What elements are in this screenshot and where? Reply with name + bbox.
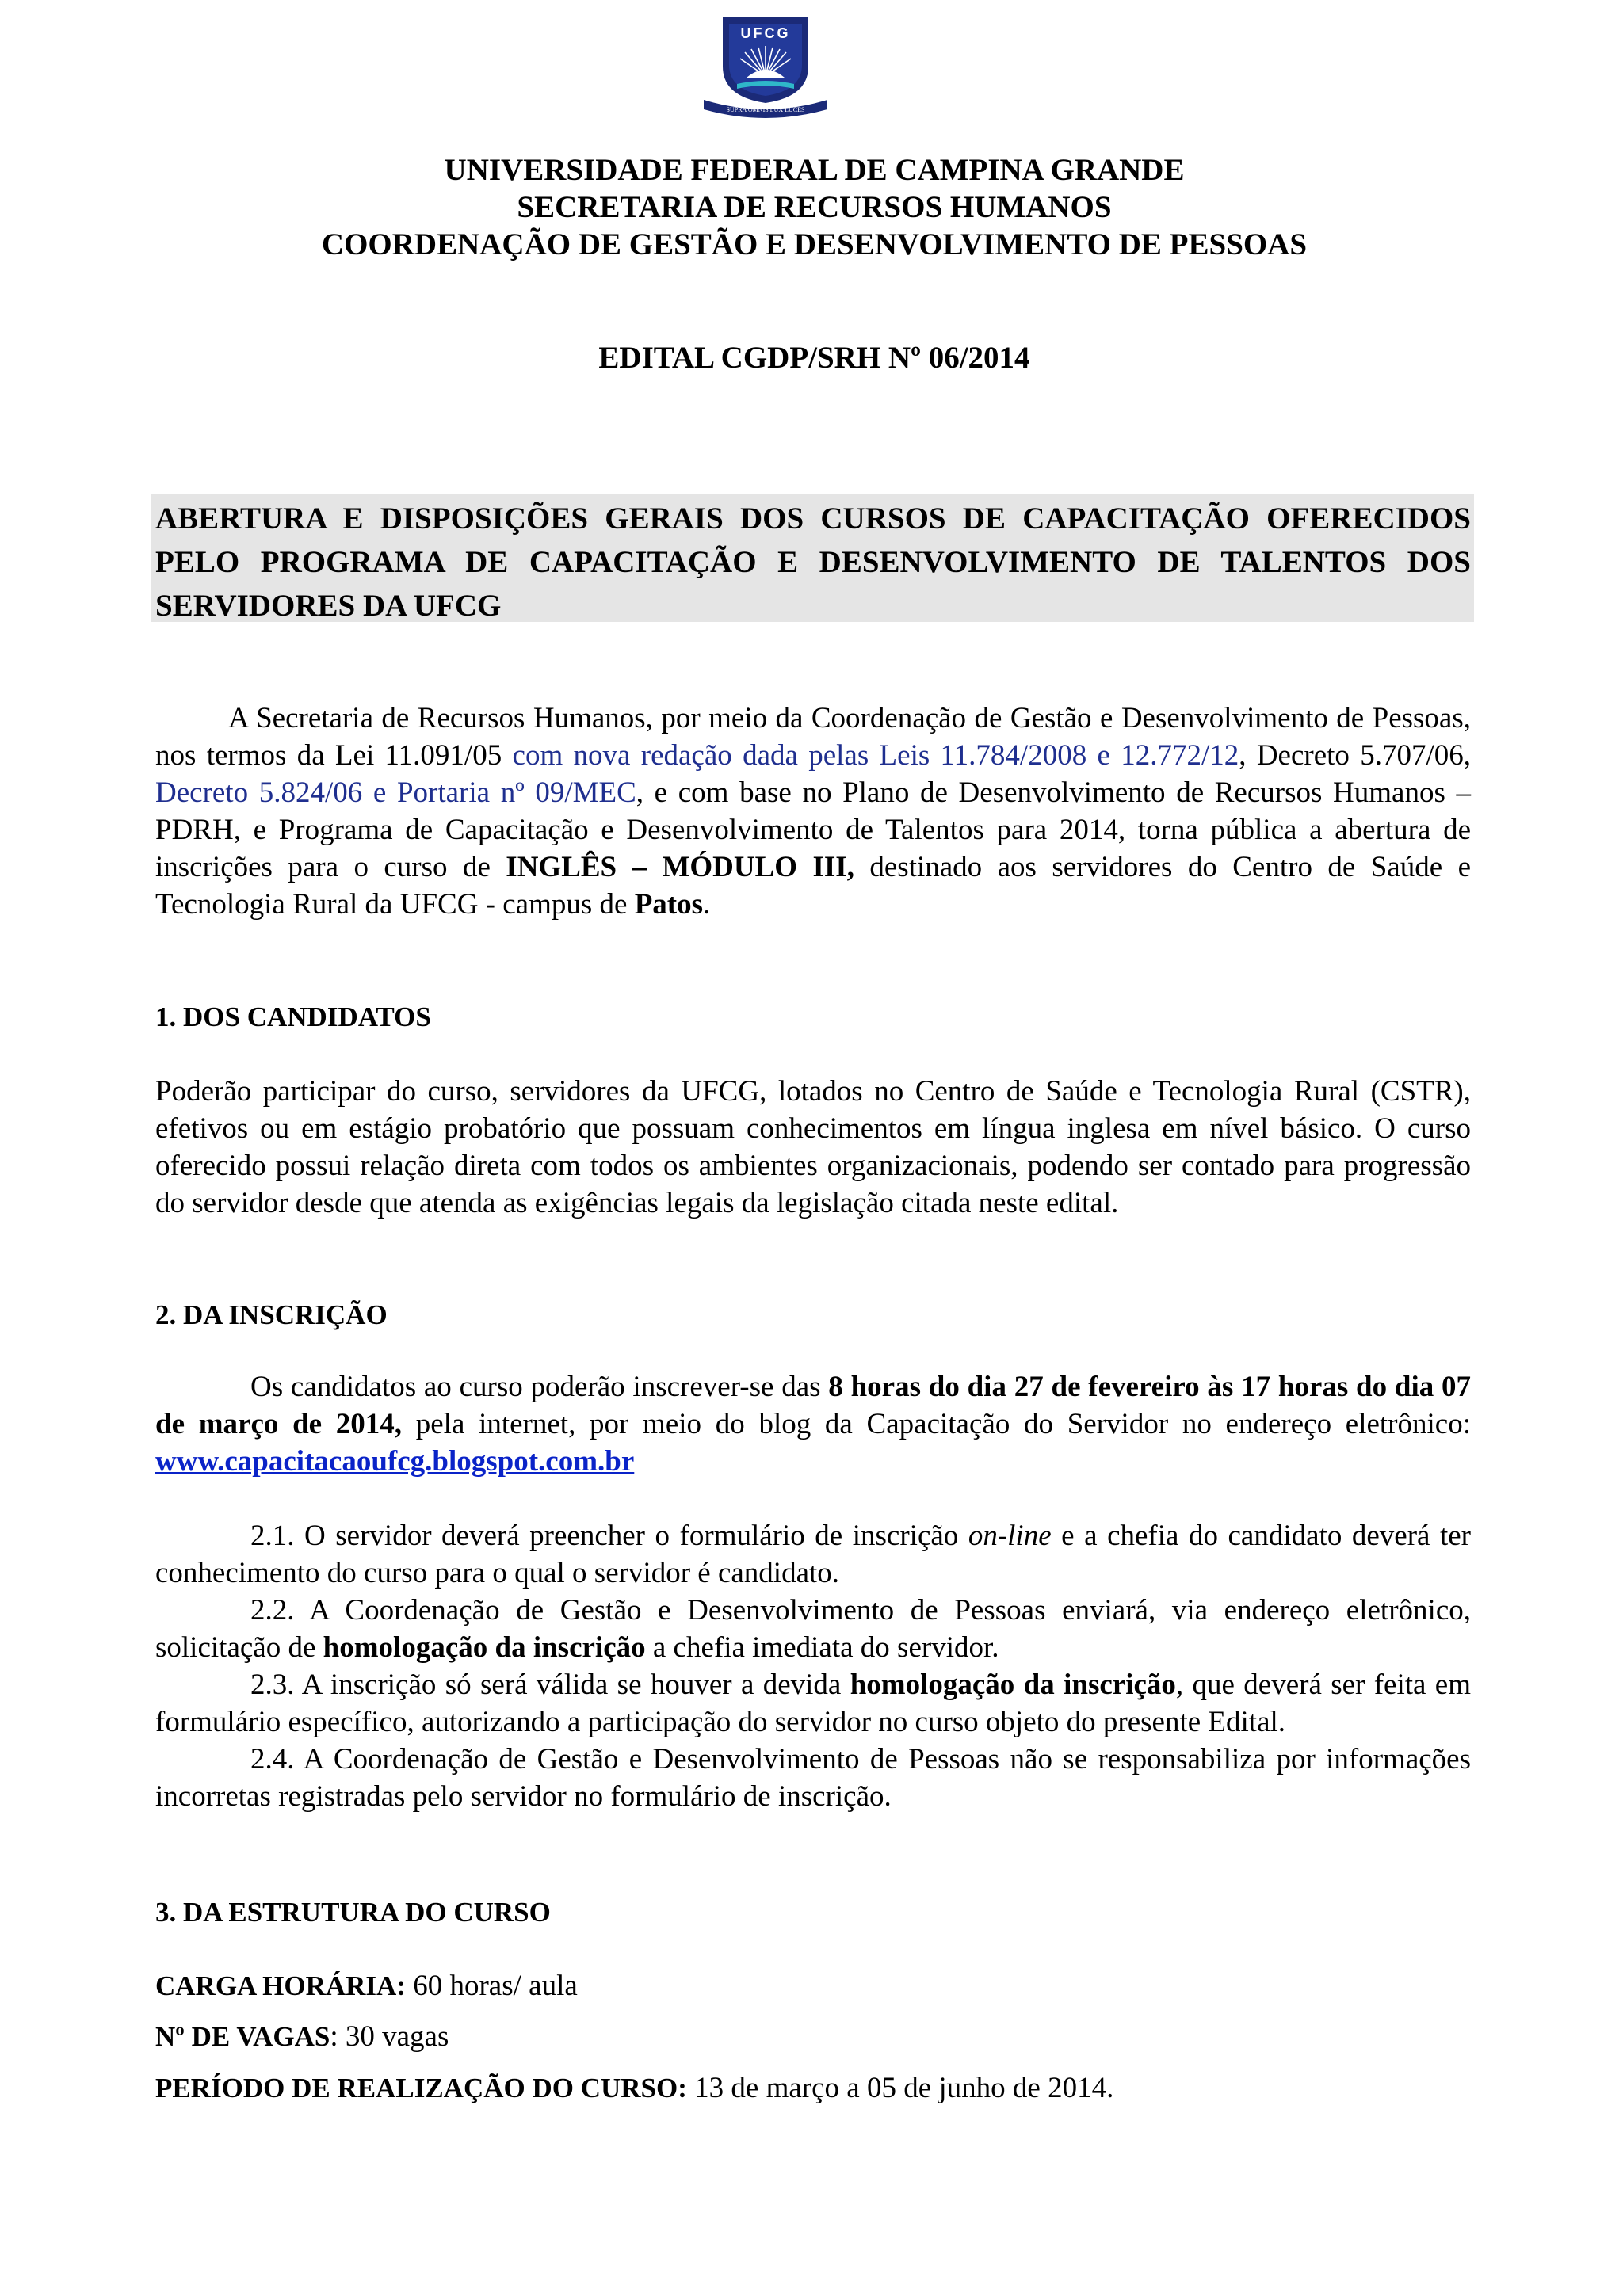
header-university: UNIVERSIDADE FEDERAL DE CAMPINA GRANDE xyxy=(444,153,1185,187)
edital-number: EDITAL CGDP/SRH Nº 06/2014 xyxy=(598,341,1030,375)
campus-name: Patos xyxy=(634,888,704,921)
item-2-3: 2.3. A inscrição só será válida se houver a devida homologação da inscrição, que deverá ser feita em formulário específico, autorizando a participação do servidor no curso objeto do presente Edital. xyxy=(155,1669,1472,1738)
blog-link[interactable]: www.capacitacaoufcg.blogspot.com.br xyxy=(155,1445,635,1478)
logo-motto: SUPRA OMNIS LUX LUCES xyxy=(726,106,805,113)
intro-paragraph xyxy=(155,700,1471,923)
document-title: ABERTURA E DISPOSIÇÕES GERAIS DOS CURSOS DE CAPACITAÇÃO OFERECIDOS PELO PROGRAMA DE CAPACITAÇÃO E DESENVOLVIMENTO DE TALENTOS DOS SERVIDORES DA UFCG xyxy=(155,502,1471,623)
intro-text-1: A Secretaria de Recursos Humanos, por meio da Coordenação de Gestão e Desenvolvimento de Pessoas, nos termos da Lei 11.091/05 xyxy=(155,702,1471,772)
inscricao-text-2: pela internet, por meio do blog da Capacitação do Servidor no endereço eletrônico: xyxy=(402,1408,1471,1440)
item-2-1: 2.1. O servidor deverá preencher o formulário de inscrição on-line e a chefia do candidato deverá ter conhecimento do curso para o qual o servidor é candidato. xyxy=(155,1520,1471,1589)
intro-text-2: , Decreto 5.707/06, xyxy=(1239,739,1471,772)
ufcg-logo xyxy=(697,14,834,119)
carga-horaria: CARGA HORÁRIA: 60 horas/ aula xyxy=(155,1970,578,2002)
intro-laws-ref: com nova redação dada pelas Leis 11.784/2008 e 12.772/12 xyxy=(512,739,1239,772)
course-name: INGLÊS – MÓDULO III, xyxy=(506,851,854,883)
section-1-title: 1. DOS CANDIDATOS xyxy=(155,1001,431,1032)
header-coordenacao: COORDENAÇÃO DE GESTÃO E DESENVOLVIMENTO DE PESSOAS xyxy=(321,227,1308,261)
section-1-paragraph: Poderão participar do curso, servidores da UFCG, lotados no Centro de Saúde e Tecnologia Rural (CSTR), efetivos ou em estágio probatório que possuam conhecimentos em língua inglesa em nível básico. O curso oferecido possui relação direta com todos os ambientes organizacionais, podendo ser contado para progressão do servidor desde que atenda as exigências legais da legislação citada neste edital. xyxy=(155,1075,1471,1219)
item-2-2: 2.2. A Coordenação de Gestão e Desenvolvimento de Pessoas enviará, via endereço eletrônico, solicitação de homologação da inscrição a chefia imediata do servidor. xyxy=(155,1594,1471,1664)
institution-header xyxy=(155,151,1474,263)
intro-decree-ref: Decreto 5.824/06 e Portaria nº 09/MEC xyxy=(155,776,636,809)
header-secretaria: SECRETARIA DE RECURSOS HUMANOS xyxy=(517,190,1112,224)
section-1-text xyxy=(155,1073,1471,1222)
section-2-intro xyxy=(155,1368,1471,1480)
section-2-items xyxy=(155,1517,1471,1815)
item-2-4: 2.4. A Coordenação de Gestão e Desenvolvimento de Pessoas não se responsabiliza por informações incorretas registradas pelo servidor no formulário de inscrição. xyxy=(155,1743,1471,1813)
section-3-title: 3. DA ESTRUTURA DO CURSO xyxy=(155,1897,551,1928)
periodo-realizacao: PERÍODO DE REALIZAÇÃO DO CURSO: 13 de março a 05 de junho de 2014. xyxy=(155,2072,1114,2104)
intro-text-3: , e com base no Plano de Desenvolvimento de Recursos Humanos – PDRH, e Programa de Capacitação e Desenvolvimento de Talentos para 2014, torna pública a abertura de inscrições para o curso de xyxy=(155,776,1471,883)
logo-acronym: UFCG xyxy=(740,25,791,41)
inscricao-text-1: Os candidatos ao curso poderão inscrever-se das xyxy=(250,1371,829,1403)
numero-vagas: Nº DE VAGAS: 30 vagas xyxy=(155,2020,449,2053)
inscricao-period: 8 horas do dia 27 de fevereiro às 17 horas do dia 07 de março de 2014, xyxy=(155,1371,1471,1440)
intro-text-4: destinado aos servidores do Centro de Saúde e Tecnologia Rural da UFCG - campus de xyxy=(155,851,1471,921)
section-2-title: 2. DA INSCRIÇÃO xyxy=(155,1299,388,1330)
intro-text-5: . xyxy=(703,888,711,921)
